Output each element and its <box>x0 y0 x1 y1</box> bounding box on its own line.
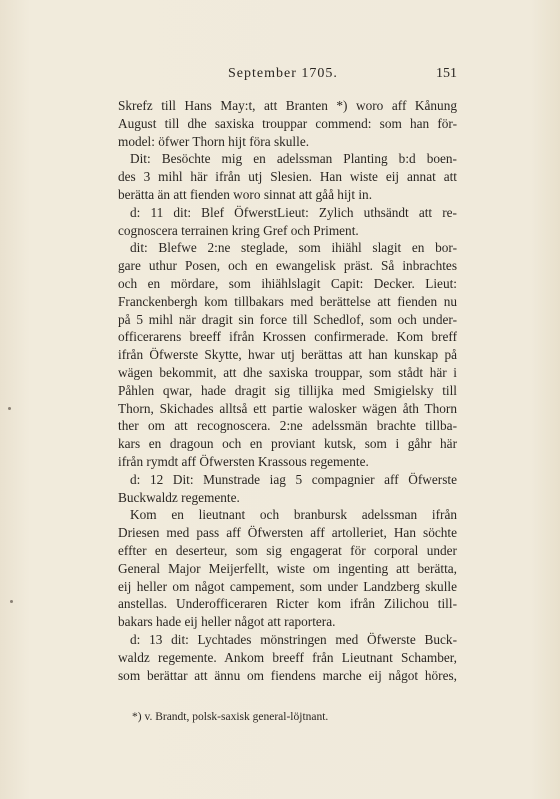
text-line: gare uthur Posen, och en ewangelisk präst. Så inbrachtes <box>118 258 457 274</box>
text-line: kars en dragoun och en proviant kutsk, som i gåhr här <box>118 436 457 452</box>
text-line: Dit: Besöchte mig en adelssman Planting b:d boen- <box>130 151 457 167</box>
text-line: som berättar att ännu om fiendens marche eij något höres, <box>118 667 457 683</box>
text-line: effter en deserteur, som sig engagerat för corporal under <box>118 542 457 558</box>
margin-speck <box>8 407 11 410</box>
text-line: des 3 mihl här ifrån utj Slesien. Han wiste eij annat att <box>118 169 457 185</box>
text-line: officerarens breeff ifrån Krossen confirmerade. Kom breff <box>118 329 457 345</box>
text-line: model: öfwer Thorn hijt föra skulle. <box>118 133 310 149</box>
text-line: och en mördare, som ihiählslagit Capit: Decker. Lieut: <box>118 275 457 291</box>
text-line: d: 12 Dit: Munstrade iag 5 compagnier aff Öfwerste <box>130 471 457 487</box>
footnote: *) v. Brandt, polsk-saxisk general-löjtnant. <box>132 711 329 723</box>
text-line: Skrefz till Hans May:t, att Branten *) woro aff Kånung <box>118 98 457 113</box>
text-line: ther om att recognoscera. 2:ne adelssmän brachte tillba- <box>118 418 457 434</box>
text-line: berätta än att fienden woro sinnat att gåå hijt in. <box>118 186 373 202</box>
text-line: cognoscera terrainen kring Gref och Priment. <box>118 222 359 238</box>
text-line: eij heller om något campement, som under Landzberg skulle <box>118 578 457 594</box>
text-line: waldz regemente. Ankom breeff från Lieutnant Schamber, <box>118 649 457 665</box>
text-line: August till dhe saxiska trouppar commend: som han för- <box>118 115 457 131</box>
text-line: dit: Blefwe 2:ne steglade, som ihiähl slagit en bor- <box>130 240 457 256</box>
margin-speck <box>10 600 13 603</box>
text-line: Buckwaldz regemente. <box>118 489 240 505</box>
text-line: ifrån Öfwerste Skytte, hwar utj berättas att han kunskap på <box>118 347 457 363</box>
text-line: anstellas. Underofficeraren Ricter kom ifrån Zilichou till- <box>118 596 457 612</box>
text-line: Thorn, Skichades alltså ett partie walosker wägen åth Thorn <box>118 400 457 416</box>
text-line: Kom en lieutnant och branbursk adelssman ifrån <box>130 507 457 523</box>
page-header <box>118 66 457 86</box>
text-line: Driesen med pass aff Öfwersten aff artolleriet, Han söchte <box>118 525 457 541</box>
text-line: Franckenbergh kom tillbakars med berättelse att fienden nu <box>118 293 457 309</box>
text-line: på 5 mihl när dragit sin force till Schedlof, som och under- <box>118 311 457 327</box>
text-line: bakars hade eij heller något att raportera. <box>118 614 336 630</box>
body-text <box>118 97 457 684</box>
text-line: ifrån rymdt aff Öfwersten Krassous regemente. <box>118 453 369 469</box>
text-line: wägen bekommit, att dhe saxiska trouppar, som stådt här i <box>118 364 457 380</box>
text-line: Påhlen qwar, hade dragit sig tillijka med Smigielsky till <box>118 382 457 398</box>
running-title: September 1705. <box>228 66 338 81</box>
page-number: 151 <box>436 66 457 81</box>
text-line: General Major Meijerfellt, wiste om ingenting att berätta, <box>118 560 457 576</box>
text-line: d: 13 dit: Lychtades mönstringen med Öfwerste Buck- <box>130 631 457 647</box>
text-line: d: 11 dit: Blef ÖfwerstLieut: Zylich uthsändt att re- <box>130 204 457 220</box>
